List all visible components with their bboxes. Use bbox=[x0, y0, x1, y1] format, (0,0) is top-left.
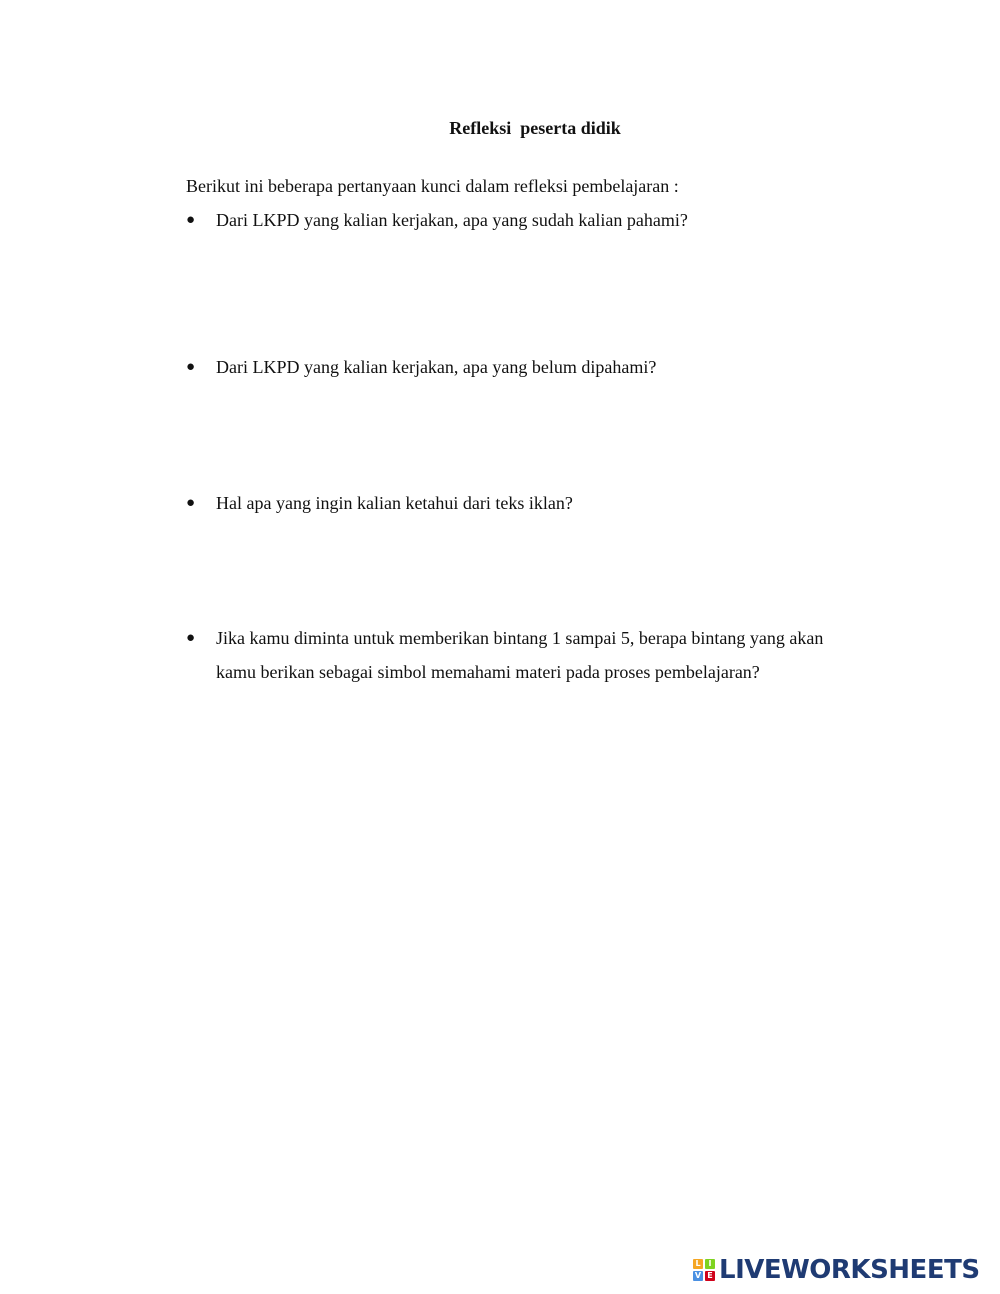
question-item bbox=[186, 621, 866, 689]
question-item bbox=[186, 486, 866, 520]
bullet-icon: ● bbox=[186, 359, 196, 375]
question-item bbox=[186, 203, 866, 237]
liveworksheets-brand bbox=[693, 1255, 980, 1285]
bullet-icon: ● bbox=[186, 495, 196, 511]
page-title: Refleksi peserta didik bbox=[449, 118, 621, 138]
question-text: Jika kamu diminta untuk memberikan bintang 1 sampai 5, berapa bintang yang akan kamu berikan sebagai simbol memahami materi pada proses pembelajaran? bbox=[216, 628, 824, 682]
logo-letter-i: I bbox=[705, 1259, 715, 1269]
question-text: Hal apa yang ingin kalian ketahui dari teks iklan? bbox=[216, 493, 573, 513]
logo-letter-e: E bbox=[705, 1271, 715, 1281]
question-item bbox=[186, 350, 866, 384]
logo-letter-v: V bbox=[694, 1271, 702, 1280]
intro-text: Berikut ini beberapa pertanyaan kunci dalam refleksi pembelajaran : bbox=[186, 176, 679, 196]
logo-letter-l: L bbox=[693, 1259, 703, 1269]
question-text: Dari LKPD yang kalian kerjakan, apa yang sudah kalian pahami? bbox=[216, 210, 688, 230]
bullet-icon: ● bbox=[186, 630, 196, 646]
liveworksheets-logo-icon bbox=[693, 1259, 715, 1281]
bullet-icon: ● bbox=[186, 212, 196, 228]
question-text: Dari LKPD yang kalian kerjakan, apa yang belum dipahami? bbox=[216, 357, 657, 377]
brand-name: LIVEWORKSHEETS bbox=[719, 1255, 980, 1285]
